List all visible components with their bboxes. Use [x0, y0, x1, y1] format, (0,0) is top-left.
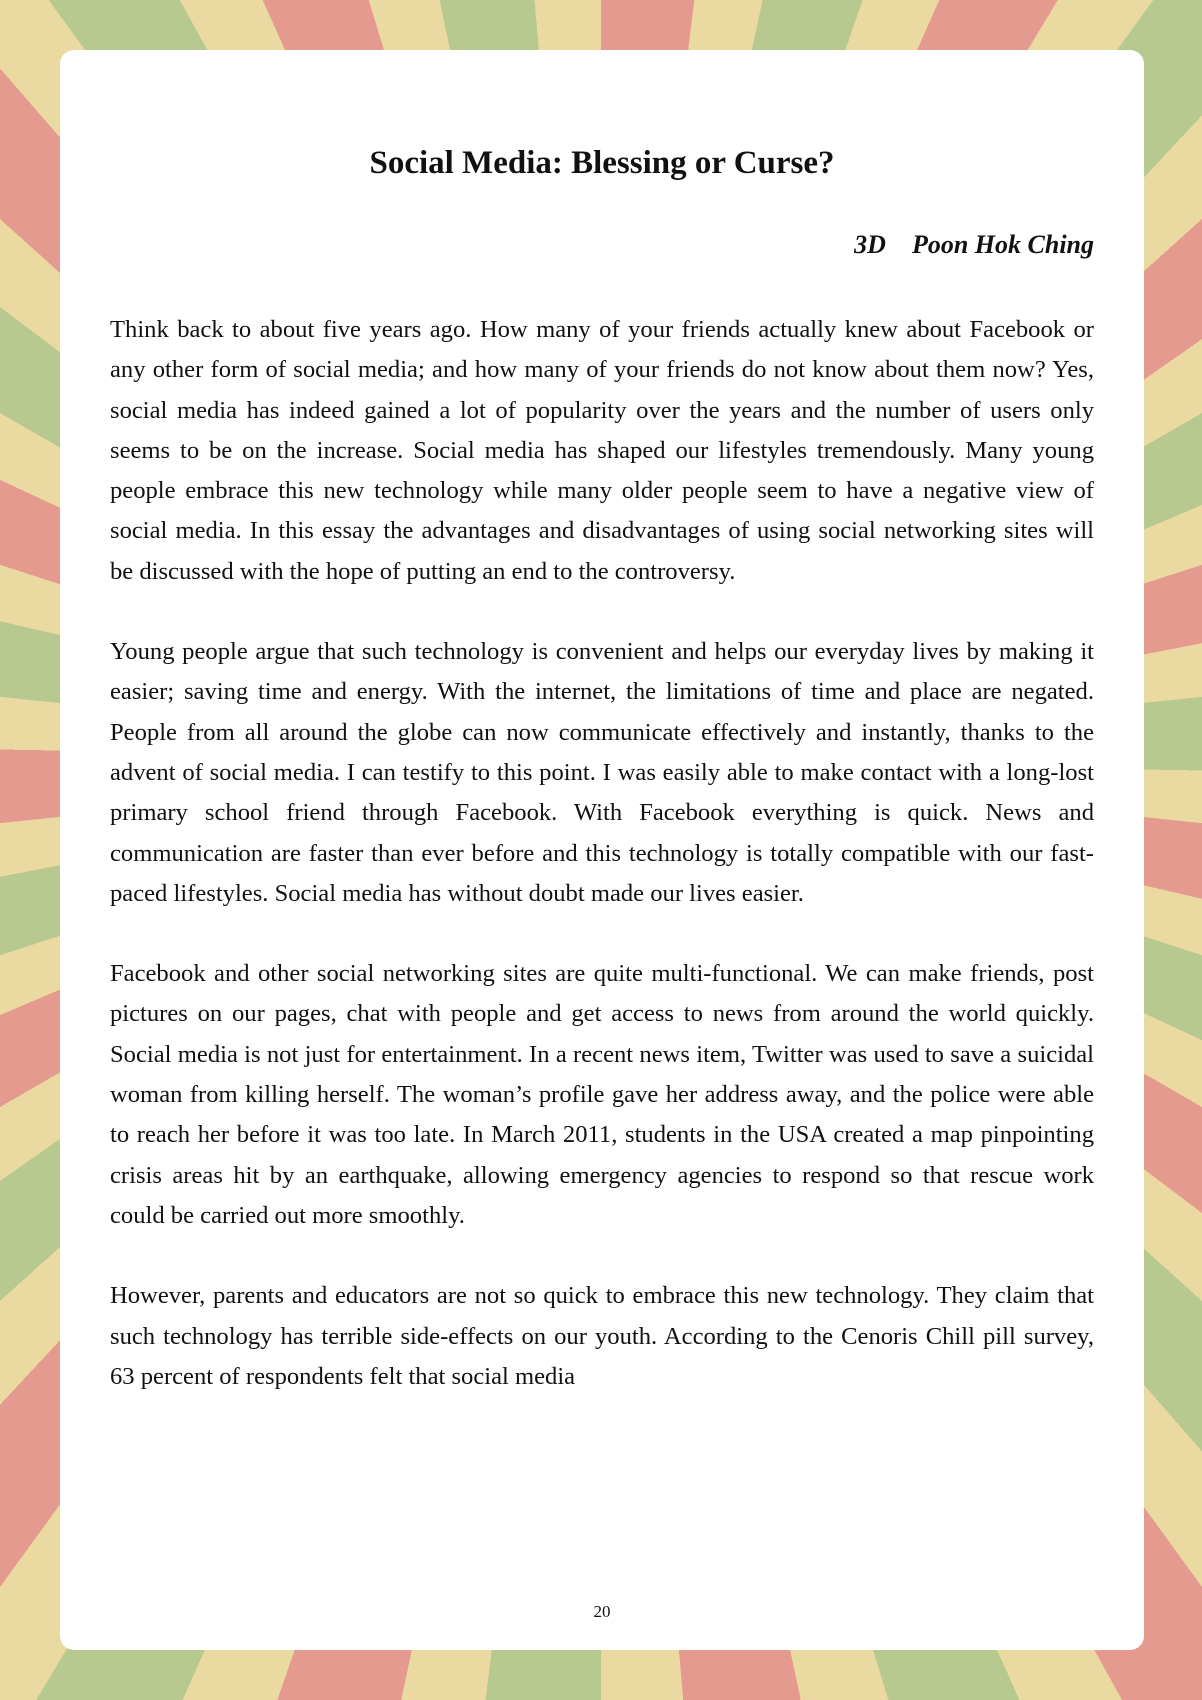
- author-byline: 3D Poon Hok Ching: [854, 230, 1094, 259]
- paragraph-1: Think back to about five years ago. How many of your friends actually knew about Facebook or any other form of social media; and how many of your friends do not know about them now? Yes, social media has indeed gained a lot of popularity over the years and the number of users only seems to be on the increase. Social media has shaped our lifestyles tremendously. Many young people embrace this new technology while many older people seem to have a negative view of social media. In this essay the advantages and disadvantages of using social networking sites will be discussed with the hope of putting an end to the controversy.: [110, 316, 1094, 585]
- paragraph-4: However, parents and educators are not so quick to embrace this new technology. They claim that such technology has terrible side-effects on our youth. According to the Cenoris Chill pill survey, 63 percent of respondents felt that social media: [110, 1282, 1094, 1390]
- paragraph-2: Young people argue that such technology is convenient and helps our everyday lives by making it easier; saving time and energy. With the internet, the limitations of time and place are negated. People from all around the globe can now communicate effectively and instantly, thanks to the advent of social media. I can testify to this point. I was easily able to make contact with a long-lost primary school friend through Facebook. With Facebook everything is quick. News and communication are faster than ever before and this technology is totally compatible with our fast-paced lifestyles. Social media has without doubt made our lives easier.: [110, 638, 1094, 907]
- page-sheet: [60, 50, 1144, 1650]
- essay-title: Social Media: Blessing or Curse?: [369, 145, 835, 181]
- page-number: 20: [593, 1602, 611, 1621]
- essay-body: [110, 310, 1094, 1437]
- paragraph-3: Facebook and other social networking sites are quite multi-functional. We can make friends, post pictures on our pages, chat with people and get access to news from around the world quickly. Social media is not just for entertainment. In a recent news item, Twitter was used to save a suicidal woman from killing herself. The woman’s profile gave her address away, and the police were able to reach her before it was too late. In March 2011, students in the USA created a map pinpointing crisis areas hit by an earthquake, allowing emergency agencies to respond so that rescue work could be carried out more smoothly.: [110, 960, 1094, 1229]
